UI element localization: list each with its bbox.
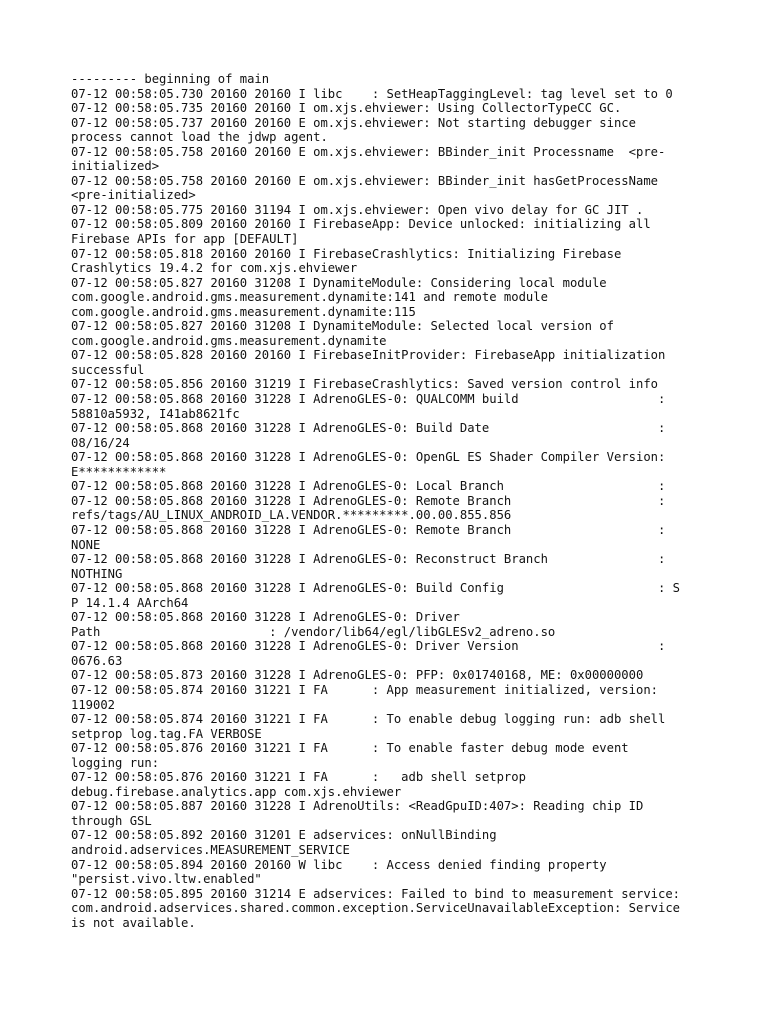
log-line: <pre-initialized> [71, 188, 196, 203]
log-line: 07-12 00:58:05.868 20160 31228 I AdrenoGLES-0: Remote Branch : [71, 493, 666, 508]
log-line: 119002 [71, 697, 116, 712]
log-line: "persist.vivo.ltw.enabled" [71, 872, 262, 887]
log-line: 58810a5932, I41ab8621fc [71, 406, 240, 421]
log-line: --------- beginning of main [71, 72, 270, 86]
log-line: 07-12 00:58:05.809 20160 20160 I FirebaseApp: Device unlocked: initializing all [71, 217, 651, 232]
log-line: debug.firebase.analytics.app com.xjs.ehviewer [71, 784, 402, 799]
log-line: 07-12 00:58:05.892 20160 31201 E adservices: onNullBinding [71, 828, 497, 843]
log-line: Path : /vendor/lib64/egl/libGLESv2_adreno.so [71, 624, 556, 639]
log-line: 07-12 00:58:05.868 20160 31228 I AdrenoGLES-0: Build Config : S [71, 581, 681, 596]
log-line: 07-12 00:58:05.868 20160 31228 I AdrenoGLES-0: Reconstruct Branch : [71, 552, 666, 567]
log-line: 07-12 00:58:05.868 20160 31228 I AdrenoGLES-0: Build Date : [71, 421, 666, 436]
log-line: 07-12 00:58:05.868 20160 31228 I AdrenoGLES-0: Driver Version : [71, 639, 666, 654]
log-line: 07-12 00:58:05.874 20160 31221 I FA : App measurement initialized, version: [71, 682, 658, 697]
log-line: NONE [71, 537, 101, 552]
log-line: 07-12 00:58:05.758 20160 20160 E om.xjs.ehviewer: BBinder_init Processname <pre- [71, 144, 666, 159]
log-line: 08/16/24 [71, 435, 130, 450]
log-line: com.google.android.gms.measurement.dynamite:115 [71, 304, 416, 319]
log-line: 07-12 00:58:05.758 20160 20160 E om.xjs.ehviewer: BBinder_init hasGetProcessName [71, 173, 658, 188]
log-line: successful [71, 362, 145, 377]
log-line: 07-12 00:58:05.735 20160 20160 I om.xjs.ehviewer: Using CollectorTypeCC GC. [71, 101, 622, 116]
log-line: 07-12 00:58:05.873 20160 31228 I AdrenoGLES-0: PFP: 0x01740168, ME: 0x00000000 [71, 668, 644, 683]
log-line: 07-12 00:58:05.868 20160 31228 I AdrenoGLES-0: Local Branch : [71, 479, 666, 494]
log-line: 07-12 00:58:05.827 20160 31208 I DynamiteModule: Considering local module [71, 275, 607, 290]
log-line: 07-12 00:58:05.828 20160 20160 I FirebaseInitProvider: FirebaseApp initialization [71, 348, 666, 363]
log-line: 07-12 00:58:05.868 20160 31228 I AdrenoGLES-0: OpenGL ES Shader Compiler Version: [71, 450, 666, 465]
log-line: 07-12 00:58:05.876 20160 31221 I FA : To enable faster debug mode event [71, 741, 629, 756]
log-line: 0676.63 [71, 653, 123, 668]
log-line: android.adservices.MEASUREMENT_SERVICE [71, 842, 350, 857]
log-line: 07-12 00:58:05.868 20160 31228 I AdrenoGLES-0: QUALCOMM build : [71, 392, 666, 407]
log-line: 07-12 00:58:05.868 20160 31228 I AdrenoGLES-0: Remote Branch : [71, 522, 666, 537]
log-line: 07-12 00:58:05.895 20160 31214 E adservices: Failed to bind to measurement service: [71, 886, 681, 901]
log-line: 07-12 00:58:05.775 20160 31194 I om.xjs.ehviewer: Open vivo delay for GC JIT . [71, 202, 644, 217]
log-line: 07-12 00:58:05.730 20160 20160 I libc : SetHeapTaggingLevel: tag level set to 0 [71, 86, 673, 101]
log-line: 07-12 00:58:05.856 20160 31219 I FirebaseCrashlytics: Saved version control info [71, 377, 658, 392]
log-line: 07-12 00:58:05.874 20160 31221 I FA : To enable debug logging run: adb shell [71, 712, 666, 727]
log-line: NOTHING [71, 566, 123, 581]
log-line: is not available. [71, 915, 196, 930]
log-line: 07-12 00:58:05.818 20160 20160 I FirebaseCrashlytics: Initializing Firebase [71, 246, 622, 261]
log-line: initialized> [71, 159, 160, 174]
log-line: 07-12 00:58:05.876 20160 31221 I FA : adb shell setprop [71, 770, 526, 785]
log-line: setprop log.tag.FA VERBOSE [71, 726, 262, 741]
log-line: com.google.android.gms.measurement.dynamite:141 and remote module [71, 290, 548, 305]
log-line: 07-12 00:58:05.827 20160 31208 I DynamiteModule: Selected local version of [71, 319, 614, 334]
log-line: Crashlytics 19.4.2 for com.xjs.ehviewer [71, 261, 358, 276]
log-line: Firebase APIs for app [DEFAULT] [71, 232, 299, 247]
log-line: through GSL [71, 813, 152, 828]
log-line: P 14.1.4 AArch64 [71, 595, 189, 610]
log-line: logging run: [71, 755, 160, 770]
log-line: com.google.android.gms.measurement.dynamite [71, 333, 387, 348]
log-line: E************ [71, 464, 167, 479]
log-line: refs/tags/AU_LINUX_ANDROID_LA.VENDOR.*********.00.00.855.856 [71, 508, 512, 523]
log-text-block [71, 72, 711, 930]
log-line: com.android.adservices.shared.common.exception.ServiceUnavailableException: Service [71, 901, 681, 916]
log-line: 07-12 00:58:05.737 20160 20160 E om.xjs.ehviewer: Not starting debugger since [71, 115, 636, 130]
log-line: 07-12 00:58:05.887 20160 31228 I AdrenoUtils: <ReadGpuID:407>: Reading chip ID [71, 799, 644, 814]
log-line: 07-12 00:58:05.868 20160 31228 I AdrenoGLES-0: Driver [71, 610, 460, 625]
log-line: process cannot load the jdwp agent. [71, 130, 328, 145]
log-line: 07-12 00:58:05.894 20160 20160 W libc : Access denied finding property [71, 857, 607, 872]
